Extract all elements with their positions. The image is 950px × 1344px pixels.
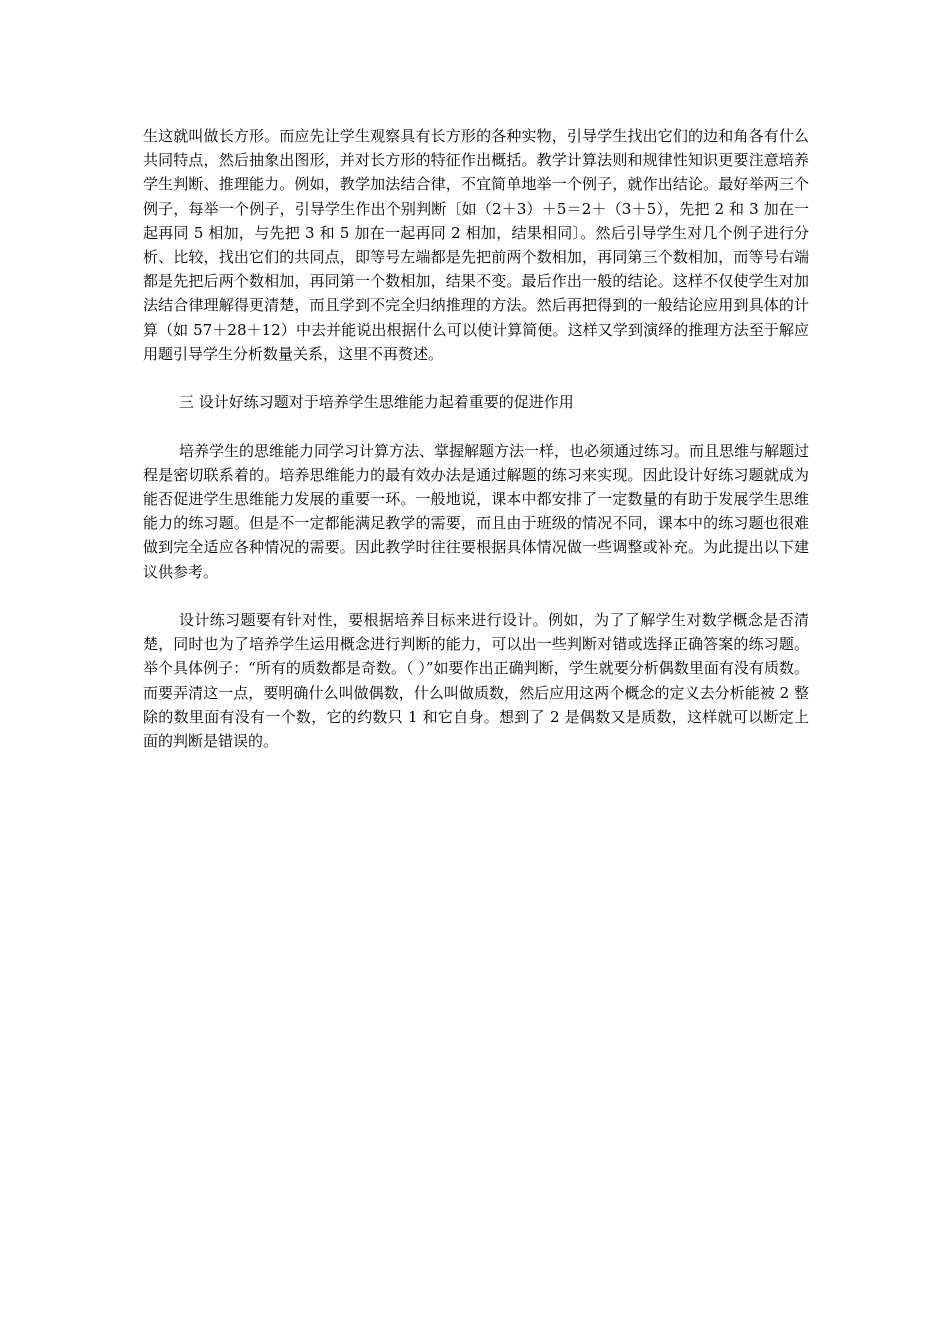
paragraph-spacer (143, 584, 809, 608)
paragraph-spacer (143, 414, 809, 438)
document-body (143, 124, 809, 753)
section-heading: 三 设计好练习题对于培养学生思维能力起着重要的促进作用 (179, 393, 574, 412)
paragraph-spacer (143, 366, 809, 390)
paragraph-practice-intro: 培养学生的思维能力同学习计算方法、掌握解题方法一样，也必须通过练习。而且思维与解题过程是密切联系着的。培养思维能力的最有效办法是通过解题的练习来实现。因此设计好练习题就成为能否促进学生思维能力发展的重要一环。一般地说，课本中都安排了一定数量的有助于发展学生思维能力的练习题。但是不一定都能满足教学的需要，而且由于班级的情况不同，课本中的练习题也很难做到完全适应各种情况的需要。因此教学时往往要根据具体情况做一些调整或补充。为此提出以下建议供参考。 (143, 441, 810, 581)
paragraph-continued: 生这就叫做长方形。而应先让学生观察具有长方形的各种实物，引导学生找出它们的边和角各有什么共同特点，然后抽象出图形，并对长方形的特征作出概括。教学计算法则和规律性知识更要注意培养学生判断、推理能力。例如，教学加法结合律，不宜简单地举一个例子，就作出结论。最好举两三个例子，每举一个例子，引导学生作出个别判断〔如（2＋3）＋5＝2＋（3＋5），先把 2 和 3 加在一起再同 5 相加，与先把 3 和 5 加在一起再同 2 相加，结果相同〕。然后引导学生对几个例子进行分析、比较，找出它们的共同点，即等号左端都是先把前两个数相加，再同第三个数相加，而等号右端都是先把后两个数相加，再同第一个数相加，结果不变。最后作出一般的结论。这样不仅使学生对加法结合律理解得更清楚，而且学到不完全归纳推理的方法。然后再把得到的一般结论应用到具体的计算（如 57＋28＋12）中去并能说出根据什么可以使计算简便。这样又学到演绎的推理方法至于解应用题引导学生分析数量关系，这里不再赘述。 (143, 127, 809, 363)
paragraph-practice-design: 设计练习题要有针对性，要根据培养目标来进行设计。例如，为了了解学生对数学概念是否清楚，同时也为了培养学生运用概念进行判断的能力，可以出一些判断对错或选择正确答案的练习题。举个具体例子：“所有的质数都是奇数。（ ）”如要作出正确判断，学生就要分析偶数里面有没有质数。而要弄清这一点，要明确什么叫做偶数，什么叫做质数，然后应用这两个概念的定义去分析能被 2 整除的数里面有没有一个数，它的约数只 1 和它自身。想到了 2 是偶数又是质数，这样就可以断定上面的判断是错误的。 (143, 611, 809, 751)
